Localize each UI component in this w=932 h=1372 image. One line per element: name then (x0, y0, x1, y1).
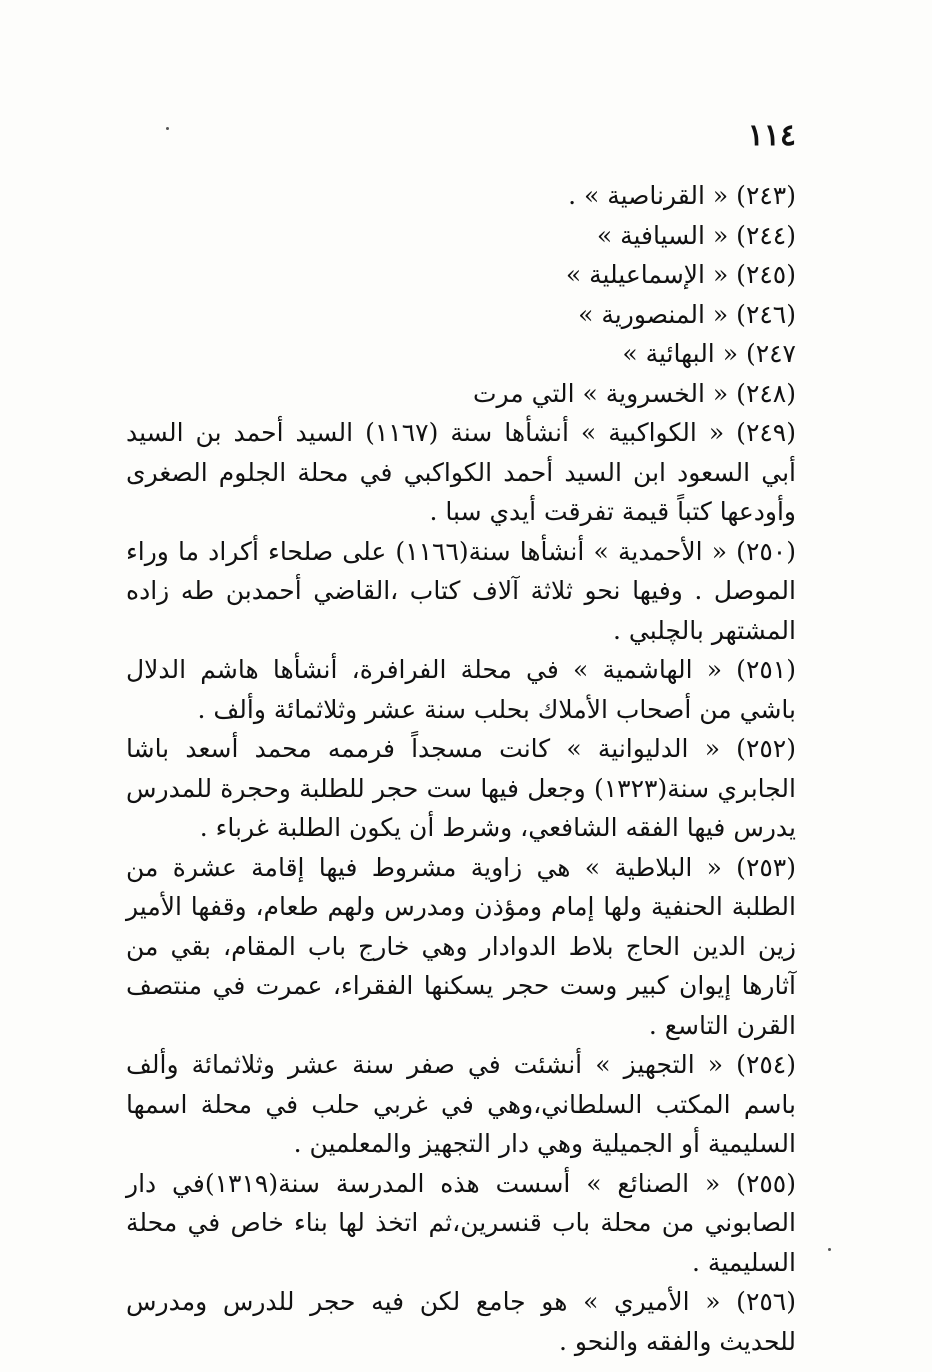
entry-254: (٢٥٤) « التجهيز » أنشئت في صفر سنة عشر وثلاثمائة وألف باسم المكتب السلطاني،وهي في غربي حلب في محلة اسمها السليمية أو الجميلية وهي دار التجهيز والمعلمين . (126, 1050, 796, 1158)
entry-253: (٢٥٣) « البلاطية » هي زاوية مشروط فيها إقامة عشرة من الطلبة الحنفية ولها إمام ومؤذن ومدرس ولهم طعام، وقفها الأمير زين الدين الحاج بلاط الدوادار وهي خارج باب المقام، بقي من آثارها إيوان كبير وست حجر يسكنها الفقراء، عمرت في منتصف القرن التاسع . (126, 852, 796, 1040)
entry-244: (٢٤٤) « السيافية » (596, 220, 796, 250)
paper-speck (166, 127, 169, 130)
entry-256: (٢٥٦) « الأميري » هو جامع لكن فيه حجر للدرس ومدرس للحديث والفقه والنحو . (126, 1287, 796, 1356)
entry-255: (٢٥٥) « الصنائع » أسست هذه المدرسة سنة(١٣١٩)في دار الصابوني من محلة باب قنسرين،ثم اتخذ لها بناء خاص في محلة السليمية . (126, 1168, 797, 1277)
entry-246: (٢٤٦) « المنصورية » (578, 299, 796, 329)
entry-243: (٢٤٣) « القرناصية » . (568, 181, 796, 210)
entry-252: (٢٥٢) « الدليوانية » كانت مسجداً فرممه محمد أسعد باشا الجابري سنة(١٣٢٣) وجعل فيها ست حجر للطلبة وحجرة للمدرس يدرس فيها الفقه الشافعي، وشرط أن يكون الطلبة غرباء . (126, 734, 796, 842)
page-number: ١١٤ (747, 118, 796, 153)
entry-251: (٢٥١) « الهاشمية » في محلة الفرافرة، أنشأها هاشم الدلال باشي من أصحاب الأملاك بحلب سنة عشر وثلاثمائة وألف . (126, 655, 796, 724)
entry-250: (٢٥٠) « الأحمدية » أنشأها سنة(١١٦٦) على صلحاء أكراد ما وراء الموصل . وفيها نحو ثلاثة آلاف كتاب ،القاضي أحمدبن طه زاده المشتهر بالچلبي . (126, 536, 796, 645)
entry-248: (٢٤٨) « الخسروية » التي مرت (472, 378, 796, 408)
entries-text (126, 176, 796, 1361)
paper-speck (828, 1248, 831, 1251)
entry-249: (٢٤٩) « الكواكبية » أنشأها سنة (١١٦٧) السيد أحمد بن السيد أبي السعود ابن السيد أحمد الكواكبي في محلة الجلوم الصغرى وأودعها كتباً قيمة تفرقت أيدي سبا . (126, 418, 796, 526)
entry-247: ٢٤٧) « البهائية » (622, 339, 796, 368)
entry-245: (٢٤٥) « الإسماعيلية » (565, 260, 796, 289)
